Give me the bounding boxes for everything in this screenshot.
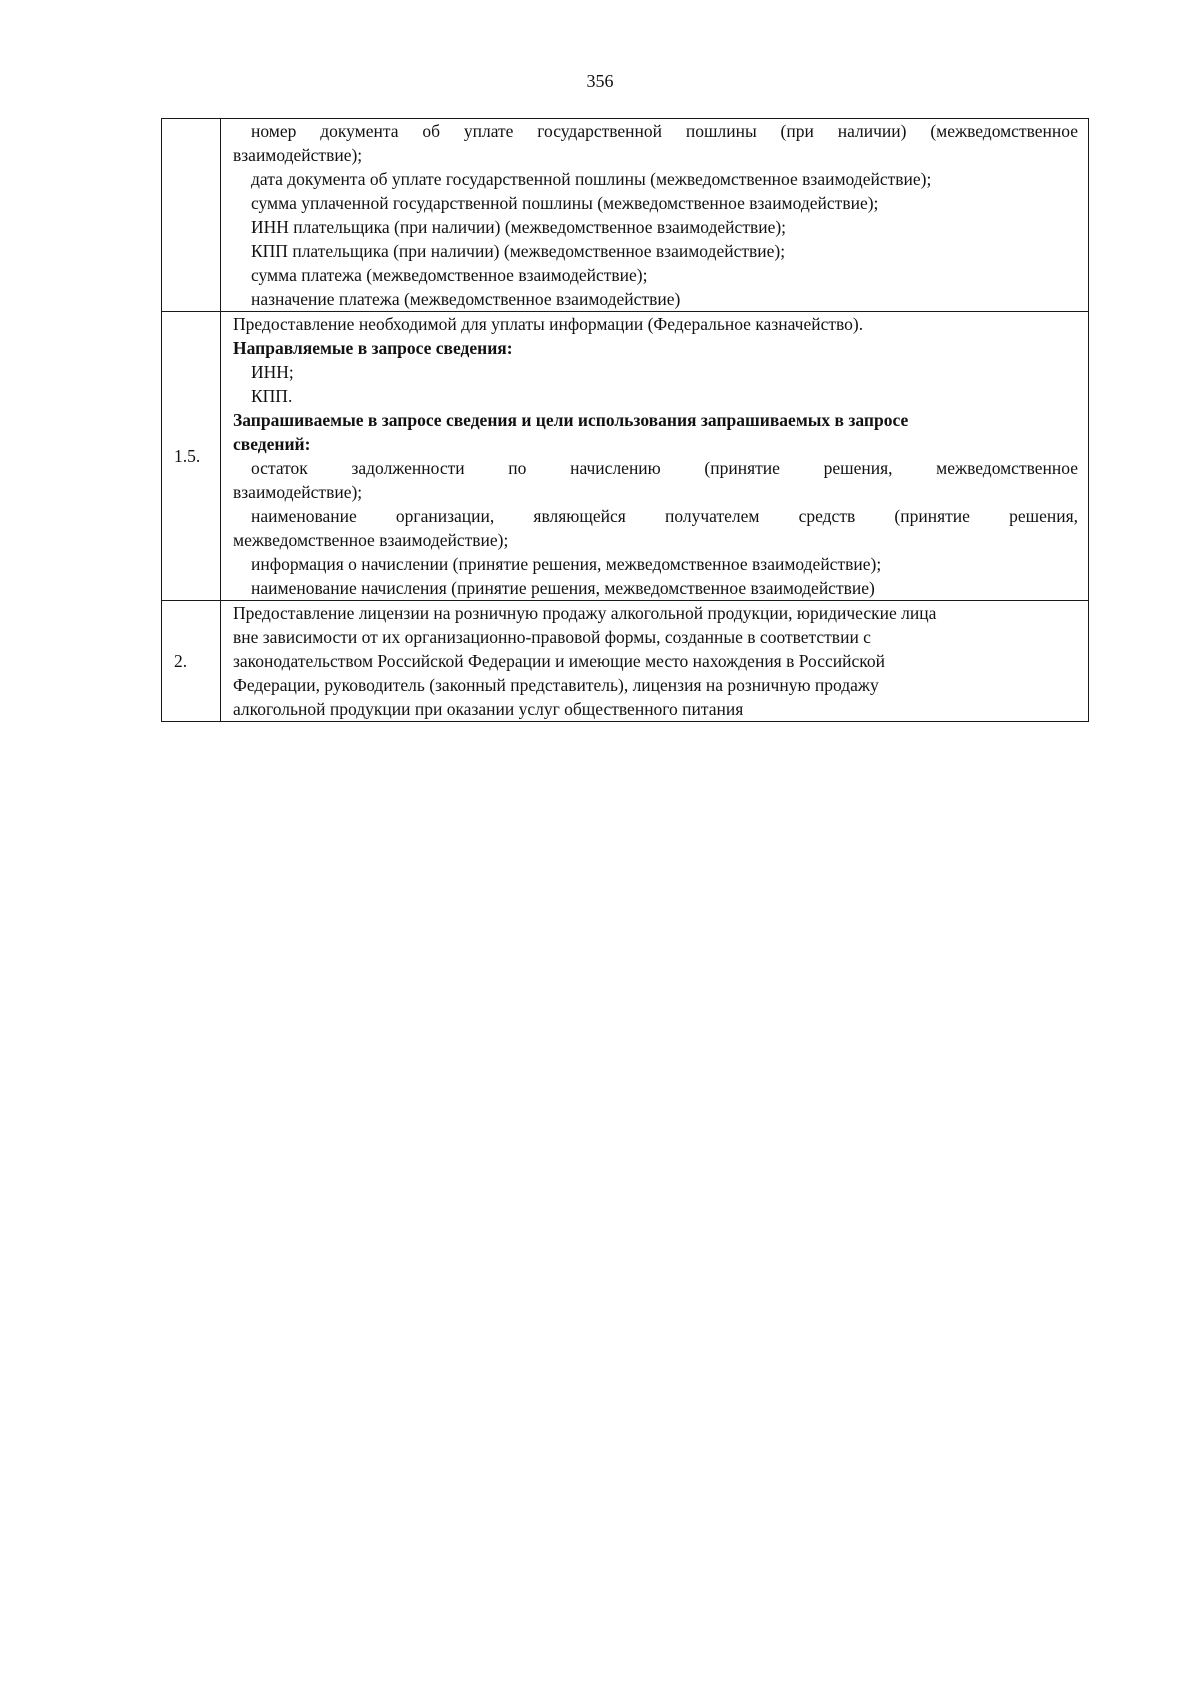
list-item: назначение платежа (межведомственное взаимодействие)	[251, 289, 681, 309]
list-item: информация о начислении (принятие решения, межведомственное взаимодействие);	[251, 554, 882, 574]
list-item: взаимодействие);	[233, 482, 363, 502]
list-item: Предоставление лицензии на розничную продажу алкогольной продукции, юридические лица	[233, 603, 937, 623]
list-item: КПП плательщика (при наличии) (межведомственное взаимодействие);	[251, 241, 786, 261]
list-item: Федерации, руководитель (законный представитель), лицензия на розничную продажу	[233, 675, 879, 695]
list-item: межведомственное взаимодействие);	[233, 530, 509, 550]
section-heading: Направляемые в запросе сведения:	[233, 338, 513, 358]
list-item: наименование начисления (принятие решения, межведомственное взаимодействие)	[251, 578, 875, 598]
list-item: взаимодействие);	[233, 145, 363, 165]
list-item: ИНН плательщика (при наличии) (межведомственное взаимодействие);	[251, 217, 787, 237]
list-item: сумма платежа (межведомственное взаимодействие);	[251, 265, 648, 285]
list-item: КПП.	[251, 386, 293, 406]
row-number-cell: 2.	[162, 601, 221, 722]
section-heading: сведений:	[233, 434, 311, 454]
row-content-cell	[221, 312, 1089, 601]
list-item: Предоставление необходимой для уплаты информации (Федеральное казначейство).	[233, 314, 864, 334]
table-row	[162, 119, 1089, 312]
row-content-cell	[221, 119, 1089, 312]
list-item: законодательством Российской Федерации и имеющие место нахождения в Российской	[233, 651, 885, 671]
services-table	[161, 118, 1089, 722]
row-number-cell: 1.5.	[162, 312, 221, 601]
page-number: 356	[586, 71, 614, 91]
section-heading: Запрашиваемые в запросе сведения и цели использования запрашиваемых в запросе	[233, 410, 909, 430]
list-item: ИНН;	[251, 362, 294, 382]
row-content-cell	[221, 601, 1089, 722]
list-item: вне зависимости от их организационно-правовой формы, созданные в соответствии с	[233, 627, 871, 647]
list-item: сумма уплаченной государственной пошлины (межведомственное взаимодействие);	[251, 193, 879, 213]
row-number-cell	[162, 119, 221, 312]
list-item: остаток задолженности по начислению (принятие решения, межведомственное	[251, 458, 1078, 478]
list-item: дата документа об уплате государственной пошлины (межведомственное взаимодействие);	[251, 169, 932, 189]
list-item: алкогольной продукции при оказании услуг общественного питания	[233, 699, 744, 719]
list-item: номер документа об уплате государственной пошлины (при наличии) (межведомственное	[251, 121, 1078, 141]
table-row	[162, 312, 1089, 601]
list-item: наименование организации, являющейся получателем средств (принятие решения,	[251, 506, 1078, 526]
table-row	[162, 601, 1089, 722]
